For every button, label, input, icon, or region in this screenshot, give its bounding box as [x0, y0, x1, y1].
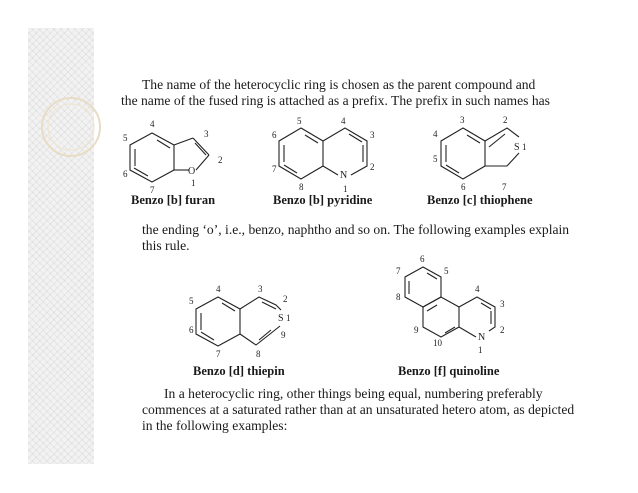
quinoline-num-5: 5: [297, 116, 302, 126]
thiepin-num-8: 8: [256, 349, 261, 359]
benzofuran-num-6: 6: [123, 169, 128, 179]
quinoline-num-3: 3: [370, 130, 375, 140]
benzothiophene-num-2: 2: [503, 115, 508, 125]
paragraph-3-line-3: in the following examples:: [142, 418, 288, 433]
phenanthridine-num-7: 7: [396, 266, 401, 276]
quinoline-heteroatom: N: [340, 170, 348, 181]
paragraph-1-line-2: the name of the fused ring is attached as a prefix. The prefix in such names has: [121, 93, 550, 108]
benzofuran-num-2: 2: [218, 155, 223, 165]
thiepin-num-6: 6: [189, 325, 194, 335]
thiepin-num-7: 7: [216, 349, 221, 359]
phenanthridine-num-6: 6: [420, 254, 425, 264]
paragraph-3-line-1: In a heterocyclic ring, other things being equal, numbering preferably: [164, 386, 543, 401]
benzothiophene-num-3: 3: [460, 115, 465, 125]
paragraph-2-line-2: this rule.: [142, 238, 190, 253]
thiepin-heteroatom: S: [278, 313, 284, 324]
thiepin-num-1: 1: [286, 313, 291, 323]
paragraph-2-line-1: the ending ‘o’, i.e., benzo, naphtho and so on. The following examples explain: [142, 222, 570, 237]
benzofuran-structure: [130, 133, 209, 182]
benzofuran-num-3: 3: [204, 129, 209, 139]
benzofuran-heteroatom: O: [188, 166, 196, 177]
phenanthridine-num-3: 3: [500, 299, 505, 309]
benzofuran-num-1: 1: [191, 178, 196, 188]
phenanthridine-num-8: 8: [396, 292, 401, 302]
benzothiophene-num-4: 4: [433, 129, 438, 139]
benzothiophene-num-6: 6: [461, 182, 466, 192]
thiepin-num-5: 5: [189, 296, 194, 306]
phenanthridine-num-9: 9: [414, 325, 419, 335]
quinoline-num-4: 4: [341, 116, 346, 126]
caption-benzo-c-thiophene: Benzo [c] thiophene: [427, 193, 533, 207]
thiepin-num-4: 4: [216, 284, 221, 294]
benzofuran-num-5: 5: [123, 133, 128, 143]
thiepin-num-2: 2: [283, 294, 288, 304]
benzothiophene-num-1: 1: [522, 142, 527, 152]
thiepin-num-3: 3: [258, 284, 263, 294]
thiepin-structure: [196, 297, 281, 346]
quinoline-num-1: 1: [343, 184, 348, 194]
benzothiophene-heteroatom: S: [514, 142, 520, 153]
phenanthridine-num-1: 1: [478, 345, 483, 355]
phenanthridine-num-10: 10: [433, 338, 442, 348]
caption-benzo-f-quinoline: Benzo [f] quinoline: [398, 364, 500, 378]
phenanthridine-num-5: 5: [444, 266, 449, 276]
caption-benzo-d-thiepin: Benzo [d] thiepin: [193, 364, 285, 378]
caption-benzofuran: Benzo [b] furan: [131, 193, 216, 207]
paragraph-3-line-2: commences at a saturated rather than at an unsaturated hetero atom, as depicted: [142, 402, 575, 417]
benzothiophene-num-7: 7: [502, 182, 507, 192]
quinoline-num-6: 6: [272, 130, 277, 140]
quinoline-num-2: 2: [370, 162, 375, 172]
thiepin-num-9: 9: [281, 330, 286, 340]
phenanthridine-heteroatom: N: [478, 332, 486, 343]
caption-benzo-b-pyridine: Benzo [b] pyridine: [273, 193, 373, 207]
benzothiophene-structure: [441, 128, 519, 179]
phenanthridine-num-2: 2: [500, 325, 505, 335]
benzothiophene-num-5: 5: [433, 154, 438, 164]
paragraph-1-line-1: The name of the heterocyclic ring is chosen as the parent compound and: [142, 77, 536, 92]
benzofuran-num-7: 7: [150, 185, 155, 195]
quinoline-structure: [279, 128, 367, 179]
phenanthridine-num-4: 4: [475, 284, 480, 294]
quinoline-num-7: 7: [272, 164, 277, 174]
quinoline-num-8: 8: [299, 182, 304, 192]
phenanthridine-structure: [405, 267, 495, 337]
benzofuran-num-4: 4: [150, 119, 155, 129]
